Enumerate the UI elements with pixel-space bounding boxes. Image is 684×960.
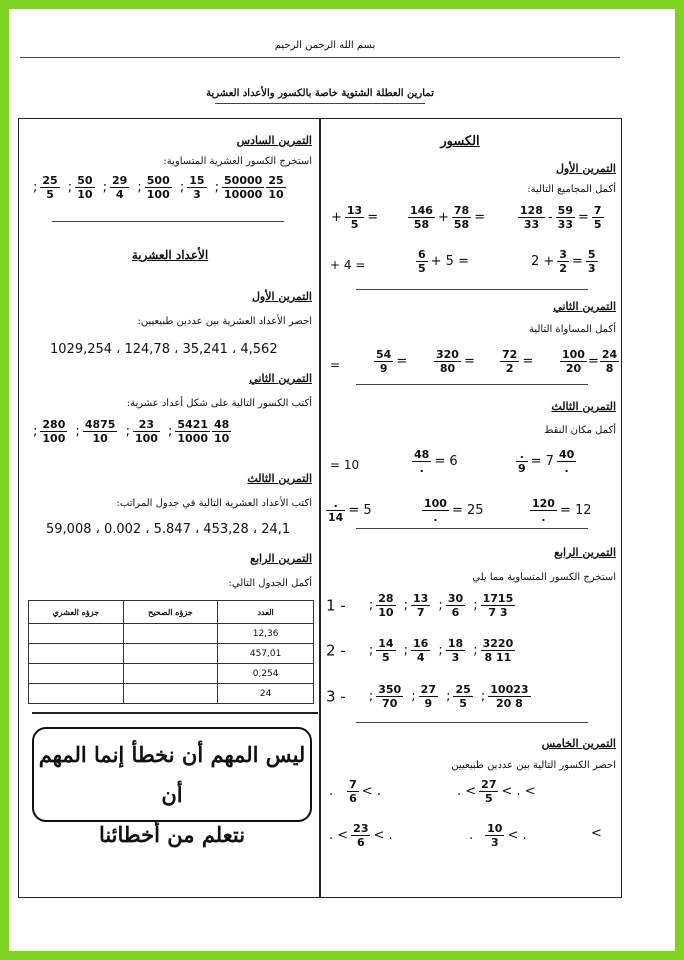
ex3-item-2: $\frac{48}{.}$ = 6: [414, 448, 458, 475]
ex3-separator: [356, 528, 588, 529]
ex2-separator: [356, 384, 588, 385]
integer-part-cell[interactable]: [123, 644, 218, 664]
col-header-decimal-part: جزؤه العشري: [29, 601, 124, 624]
ex5-item-3: . < $\frac{23}{6}$ < .: [329, 822, 393, 849]
number-cell: 0,254: [218, 664, 314, 684]
ex2-lead: =: [330, 358, 341, 372]
ex5-item-1: . $\frac{7}{6}$ < .: [329, 778, 381, 805]
worksheet-subtitle: تمارين العطلة الشتوية خاصة بالكسور والأعداد العشرية: [206, 88, 434, 99]
ex1-separator: [356, 289, 588, 290]
right-ex5-title: التمرين الخامس: [541, 737, 616, 750]
ex4-separator: [356, 722, 588, 723]
left-d1-instruction: احصر الأعداد العشرية بين عددين طبيعيين:: [137, 316, 312, 327]
header-line-2: [215, 103, 425, 104]
right-ex1-title: التمرين الأول: [555, 162, 616, 175]
right-ex3-title: التمرين الثالث: [551, 400, 616, 413]
ex2-item-4: $\frac{100}{20}$ = $\frac{24}{8}$: [562, 348, 618, 375]
right-ex2-title: التمرين الثاني: [553, 300, 616, 313]
table-row: [29, 624, 314, 644]
left-d2-title: التمرين الثاني: [249, 372, 312, 385]
left-d3-instruction: اكتب الأعداد العشرية التالية في جدول المراتب:: [116, 498, 312, 509]
ex2-item-1: $\frac{54}{9}$ =: [376, 348, 408, 375]
ex6-fractions: ; $\frac{25}{5}$ ; $\frac{50}{10}$ ; $\frac{29}{4}$ ; $\frac{500}{100}$ ; $\frac{15}{3}$ ; $\frac{50000}{10000}$ $\frac{25}{10}$: [33, 174, 284, 201]
ex5-item-5: <: [591, 826, 602, 841]
integer-part-cell[interactable]: [123, 664, 218, 684]
d1-values: 1029,254 ، 124,78 ، 35,241 ، 4,562: [50, 342, 278, 357]
left-ex6-instruction: استخرج الكسور العشرية المتساوية:: [163, 156, 312, 167]
left-d4-title: التمرين الرابع: [250, 552, 312, 565]
table-row: [29, 664, 314, 684]
decimal-part-cell[interactable]: [29, 644, 124, 664]
decimal-part-cell[interactable]: [29, 624, 124, 644]
decimal-parts-table: [28, 600, 314, 704]
left-d4-instruction: أكمل الجدول التالي:: [228, 578, 312, 589]
ex4-row-2: 2 - ; $\frac{14}{5}$ ; $\frac{16}{4}$ ; $\frac{18}{3}$ ; $\frac{3220}{8 11}$: [326, 637, 514, 664]
table-row: [29, 684, 314, 704]
ex3-item-6: $\frac{120}{.}$ = 12: [532, 497, 592, 524]
ex3-item-4: $\frac{.}{14}$ = 5: [328, 497, 372, 524]
ex1-item-6: 2 + $\frac{3}{2}$ = $\frac{5}{3}$: [531, 248, 596, 275]
fractions-section-title: الكسور: [440, 134, 480, 149]
left-d2-instruction: أكتب الكسور التالية على شكل أعداد عشرية:: [126, 398, 312, 409]
ex3-item-3: $\frac{.}{9}$ = 7 $\frac{40}{.}$: [518, 448, 575, 475]
right-ex4-instruction: استخرج الكسور المتساوية مما يلي: [472, 572, 616, 583]
d3-values: 59,008 ، 0.002 ، 5.847 ، 453,28 ، 24,1: [46, 522, 291, 537]
ex2-item-3: $\frac{72}{2}$ =: [502, 348, 534, 375]
ex1-item-4: + 4 =: [330, 258, 366, 272]
quote-top-line: [32, 712, 318, 714]
integer-part-cell[interactable]: [123, 624, 218, 644]
d2-fractions: ; $\frac{280}{100}$ ; $\frac{4875}{10}$ ; $\frac{23}{100}$ ; $\frac{5421}{1000}$ $\frac{48}{10}$: [33, 418, 230, 445]
ex6-separator: [52, 221, 284, 222]
column-divider: [319, 118, 321, 898]
col-header-integer-part: جزؤه الصحيح: [123, 601, 218, 624]
number-cell: 457,01: [218, 644, 314, 664]
left-d3-title: التمرين الثالث: [247, 472, 312, 485]
header-line-1: [20, 57, 620, 58]
ex3-item-5: $\frac{100}{.}$ = 25: [424, 497, 484, 524]
right-ex1-instruction: أكمل المجاميع التالية:: [527, 184, 616, 195]
decimal-part-cell[interactable]: [29, 684, 124, 704]
ex5-item-2: . < $\frac{27}{5}$ < . <: [457, 778, 536, 805]
table-row: [29, 644, 314, 664]
number-cell: 12,36: [218, 624, 314, 644]
ex1-item-5: $\frac{6}{5}$ + 5 =: [418, 248, 469, 275]
decimals-section-title: الأعداد العشرية: [131, 248, 209, 262]
ex1-item-2: $\frac{146}{58}$ + $\frac{78}{58}$ =: [410, 204, 486, 231]
quote-line-1: ليس المهم أن نخطأ إنما المهم أن: [38, 742, 306, 807]
ex2-item-2: $\frac{320}{80}$ =: [436, 348, 475, 375]
left-ex6-title: التمرين السادس: [236, 134, 312, 147]
quote-line-2: نتعلم من أخطائنا: [98, 822, 246, 847]
ex4-row-1: 1 - ; $\frac{28}{10}$ ; $\frac{13}{7}$ ; $\frac{30}{6}$ ; $\frac{1715}{7 3}$: [326, 592, 514, 619]
right-ex2-instruction: أكمل المساواة التالية: [529, 324, 616, 335]
col-header-number: العدد: [218, 601, 314, 624]
right-ex4-title: التمرين الرابع: [554, 546, 616, 559]
motivational-quote-box: [32, 727, 312, 847]
decimal-part-cell[interactable]: [29, 664, 124, 684]
ex4-row-3: 3 - ; $\frac{350}{70}$ ; $\frac{27}{9}$ ; $\frac{25}{5}$ ; $\frac{10023}{20 8}$: [326, 683, 529, 710]
basmala: بسم الله الرحمن الرحيم: [274, 40, 376, 51]
right-ex5-instruction: احصر الكسور التالية بين عددين طبيعيين: [451, 760, 616, 771]
ex3-item-1: = 10: [330, 458, 360, 472]
ex5-item-4: . $\frac{10}{3}$ < .: [469, 822, 527, 849]
left-d1-title: التمرين الأول: [251, 290, 312, 303]
right-ex3-instruction: أكمل مكان النقط: [544, 425, 616, 436]
number-cell: 24: [218, 684, 314, 704]
ex1-item-3: $\frac{128}{33}$ - $\frac{59}{33}$ = $\frac{7}{5}$: [520, 204, 602, 231]
integer-part-cell[interactable]: [123, 684, 218, 704]
ex1-item-1: + $\frac{13}{5}$ =: [331, 204, 379, 231]
